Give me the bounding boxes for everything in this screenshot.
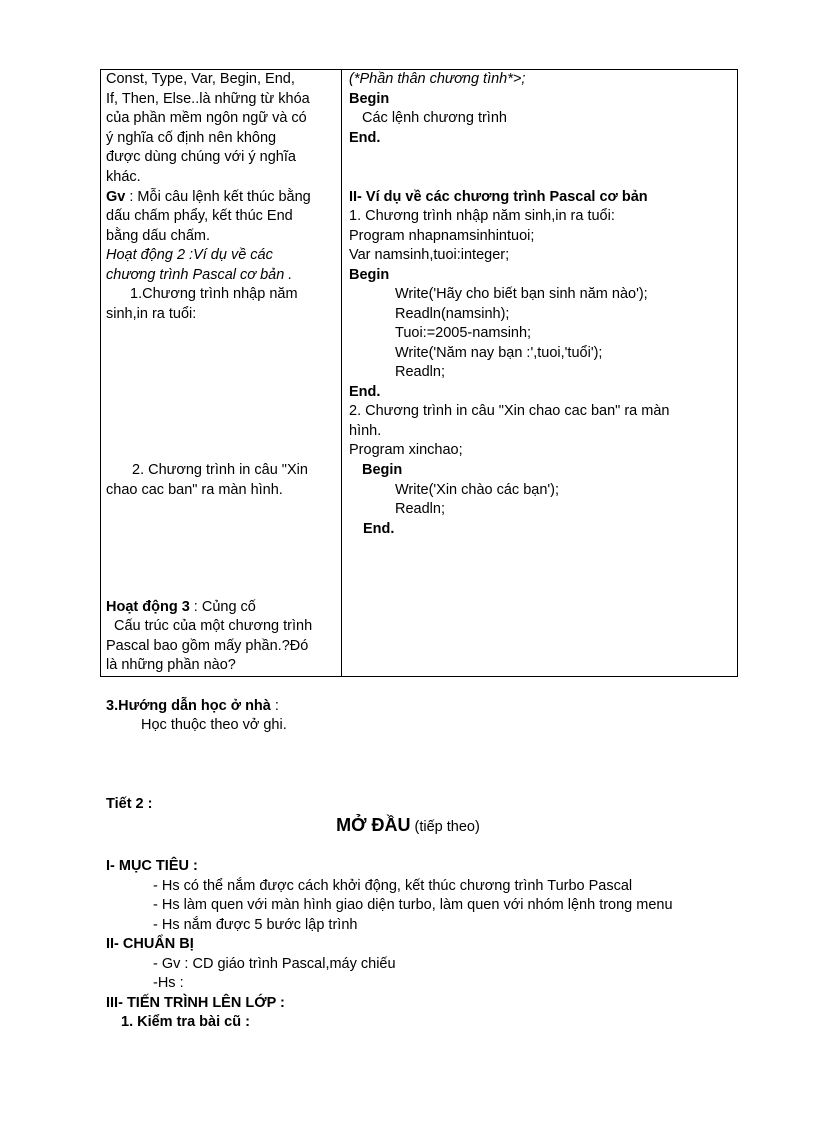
check-old-lesson-heading: 1. Kiểm tra bài cũ : xyxy=(121,1014,250,1030)
example-1-code-line: Write('Hãy cho biết bạn sinh năm nào'); xyxy=(395,286,648,302)
homework-colon: : xyxy=(270,698,279,714)
example-1-code-line: Readln; xyxy=(395,364,445,380)
preparation-item: -Hs : xyxy=(153,975,184,991)
example-1-var: Var namsinh,tuoi:integer; xyxy=(349,247,510,263)
objectives-heading: I- MỤC TIÊU : xyxy=(106,858,198,874)
activity-3-label: Hoạt động 3 xyxy=(106,599,190,615)
lesson-title xyxy=(0,815,816,836)
example-2-program: Program xinchao; xyxy=(349,442,463,458)
left-text-line: bằng dấu chấm. xyxy=(106,228,210,244)
lesson-title-sub: (tiếp theo) xyxy=(410,819,480,835)
teacher-note xyxy=(106,188,311,208)
teacher-label: Gv xyxy=(106,189,126,205)
example-2-begin: Begin xyxy=(362,462,403,478)
example-2-code-line: Write('Xin chào các bạn'); xyxy=(395,482,560,498)
objective-item: - Hs làm quen với màn hình giao diện turbo, làm quen với nhóm lệnh trong menu xyxy=(153,897,673,913)
activity-2-heading: Hoạt động 2 :Ví dụ về các xyxy=(106,247,273,263)
example-1-code-line: Write('Năm nay bạn :',tuoi,'tuổi'); xyxy=(395,345,603,361)
objective-item: - Hs nắm được 5 bước lập trình xyxy=(153,917,358,933)
code-comment: (*Phần thân chương tình*>; xyxy=(349,71,526,87)
example-1-end: End. xyxy=(349,384,381,400)
homework-text: Học thuộc theo vở ghi. xyxy=(141,717,287,733)
example-1-begin: Begin xyxy=(349,267,390,283)
example-1-code-line: Readln(namsinh); xyxy=(395,306,510,322)
example-2-code-line: Readln; xyxy=(395,501,445,517)
example-1-program: Program nhapnamsinhintuoi; xyxy=(349,228,535,244)
left-text-line: dấu chấm phẩy, kết thúc End xyxy=(106,208,293,224)
objective-item: - Hs có thể nắm được cách khởi động, kết thúc chương trình Turbo Pascal xyxy=(153,878,633,894)
examples-section-heading: II- Ví dụ về các chương trình Pascal cơ bản xyxy=(349,189,648,205)
code-end: End. xyxy=(349,130,381,146)
left-text-line: của phần mềm ngôn ngữ và có xyxy=(106,110,307,126)
lesson-label: Tiết 2 : xyxy=(106,796,153,812)
left-text-line: Const, Type, Var, Begin, End, xyxy=(106,71,295,87)
preparation-heading: II- CHUẨN BỊ xyxy=(106,936,194,952)
activity-3-heading xyxy=(106,598,256,618)
code-begin: Begin xyxy=(349,91,390,107)
example-2-end: End. xyxy=(363,521,395,537)
left-text-line: được dùng chúng với ý nghĩa xyxy=(106,149,296,165)
table-column-divider xyxy=(341,69,342,677)
activity-3-text: Cấu trúc của một chương trình xyxy=(114,618,313,634)
left-item-1: sinh,in ra tuổi: xyxy=(106,306,197,322)
preparation-item: - Gv : CD giáo trình Pascal,máy chiếu xyxy=(153,956,396,972)
activity-3-text: là những phần nào? xyxy=(106,657,236,673)
example-2-title: hình. xyxy=(349,423,382,439)
lesson-title-main: MỞ ĐẦU xyxy=(336,815,411,835)
homework-heading xyxy=(106,697,279,717)
activity-3-text: Pascal bao gồm mấy phần.?Đó xyxy=(106,638,309,654)
example-1-code-line: Tuoi:=2005-namsinh; xyxy=(395,325,532,341)
process-heading: III- TIẾN TRÌNH LÊN LỚP : xyxy=(106,995,285,1011)
homework-title: 3.Hướng dẫn học ở nhà xyxy=(106,698,271,714)
activity-3-subtitle: : Củng cố xyxy=(189,599,256,615)
left-text-line: If, Then, Else..là những từ khóa xyxy=(106,91,310,107)
teacher-note-text: : Mỗi câu lệnh kết thúc bằng xyxy=(125,189,311,205)
left-item-1: 1.Chương trình nhập năm xyxy=(130,286,298,302)
example-1-title: 1. Chương trình nhập năm sinh,in ra tuổi: xyxy=(349,208,615,224)
example-2-title: 2. Chương trình in câu "Xin chao cac ban" ra màn xyxy=(349,403,670,419)
left-text-line: khác. xyxy=(106,169,141,185)
left-item-2: chao cac ban" ra màn hình. xyxy=(106,482,283,498)
code-body: Các lệnh chương trình xyxy=(362,110,507,126)
activity-2-heading: chương trình Pascal cơ bản . xyxy=(106,267,293,283)
left-text-line: ý nghĩa cố định nên không xyxy=(106,130,277,146)
left-item-2: 2. Chương trình in câu "Xin xyxy=(132,462,308,478)
